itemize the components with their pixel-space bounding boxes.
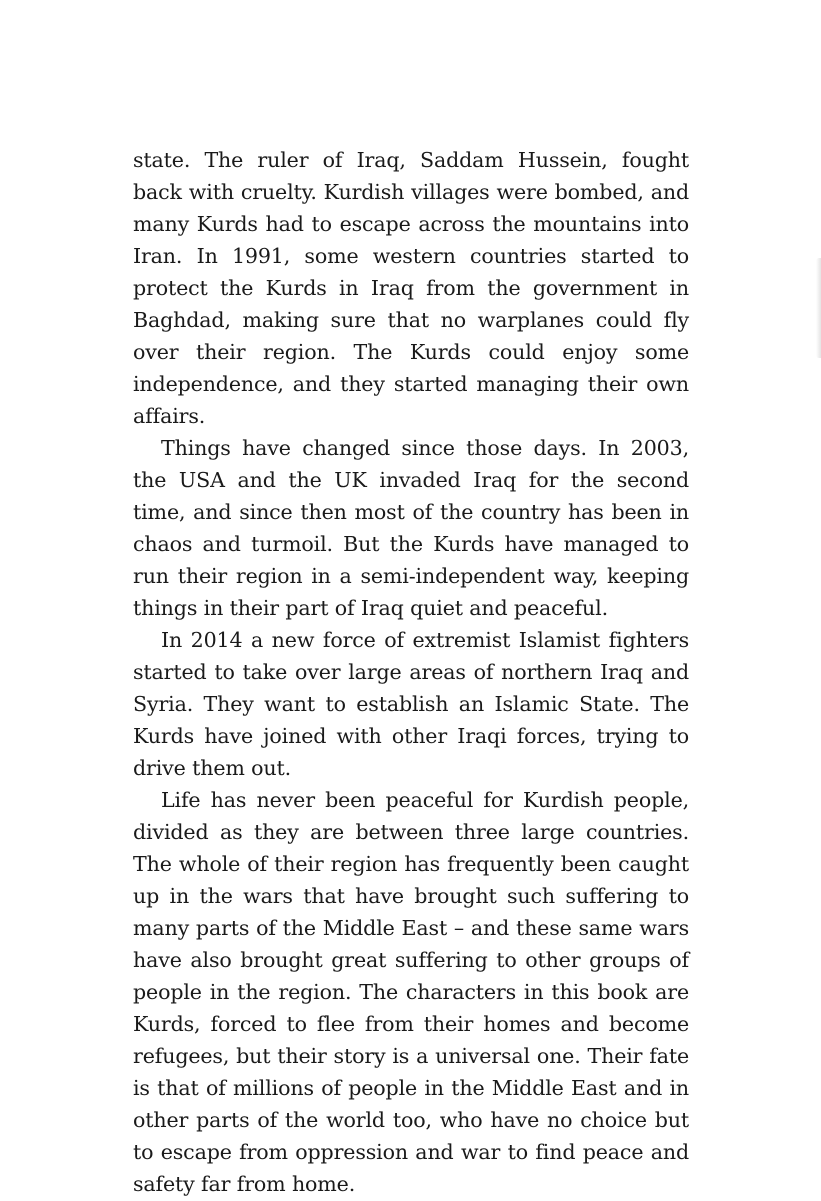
paragraph-1: state. The ruler of Iraq, Saddam Hussein, fought back with cruelty. Kurdish villages were bombed, and many Kurds had to escape across the mountains into Iran. In 1991, some western countries started to protect the Kurds in Iraq from the government in Baghdad, making sure that no warplanes could fly over their region. The Kurds could enjoy some independence, and they started managing their own affairs. — [133, 148, 689, 428]
body-text — [133, 144, 689, 1200]
paragraph-3: In 2014 a new force of extremist Islamist fighters started to take over large areas of northern Iraq and Syria. They want to establish an Islamic State. The Kurds have joined with other Iraqi forces, trying to drive them out. — [133, 628, 689, 780]
paragraph-4: Life has never been peaceful for Kurdish people, divided as they are between three large countries. The whole of their region has frequently been caught up in the wars that have brought such suffering to many parts of the Middle East – and these same wars have also brought great suffering to other groups of people in the region. The characters in this book are Kurds, forced to flee from their homes and become refugees, but their story is a universal one. Their fate is that of millions of people in the Middle East and in other parts of the world too, who have no choice but to escape from oppression and war to find peace and safety far from home. — [133, 788, 689, 1196]
page-edge-shadow — [816, 258, 821, 358]
paragraph-2: Things have changed since those days. In 2003, the USA and the UK invaded Iraq for the second time, and since then most of the country has been in chaos and turmoil. But the Kurds have managed to run their region in a semi-independent way, keeping things in their part of Iraq quiet and peaceful. — [133, 436, 689, 620]
